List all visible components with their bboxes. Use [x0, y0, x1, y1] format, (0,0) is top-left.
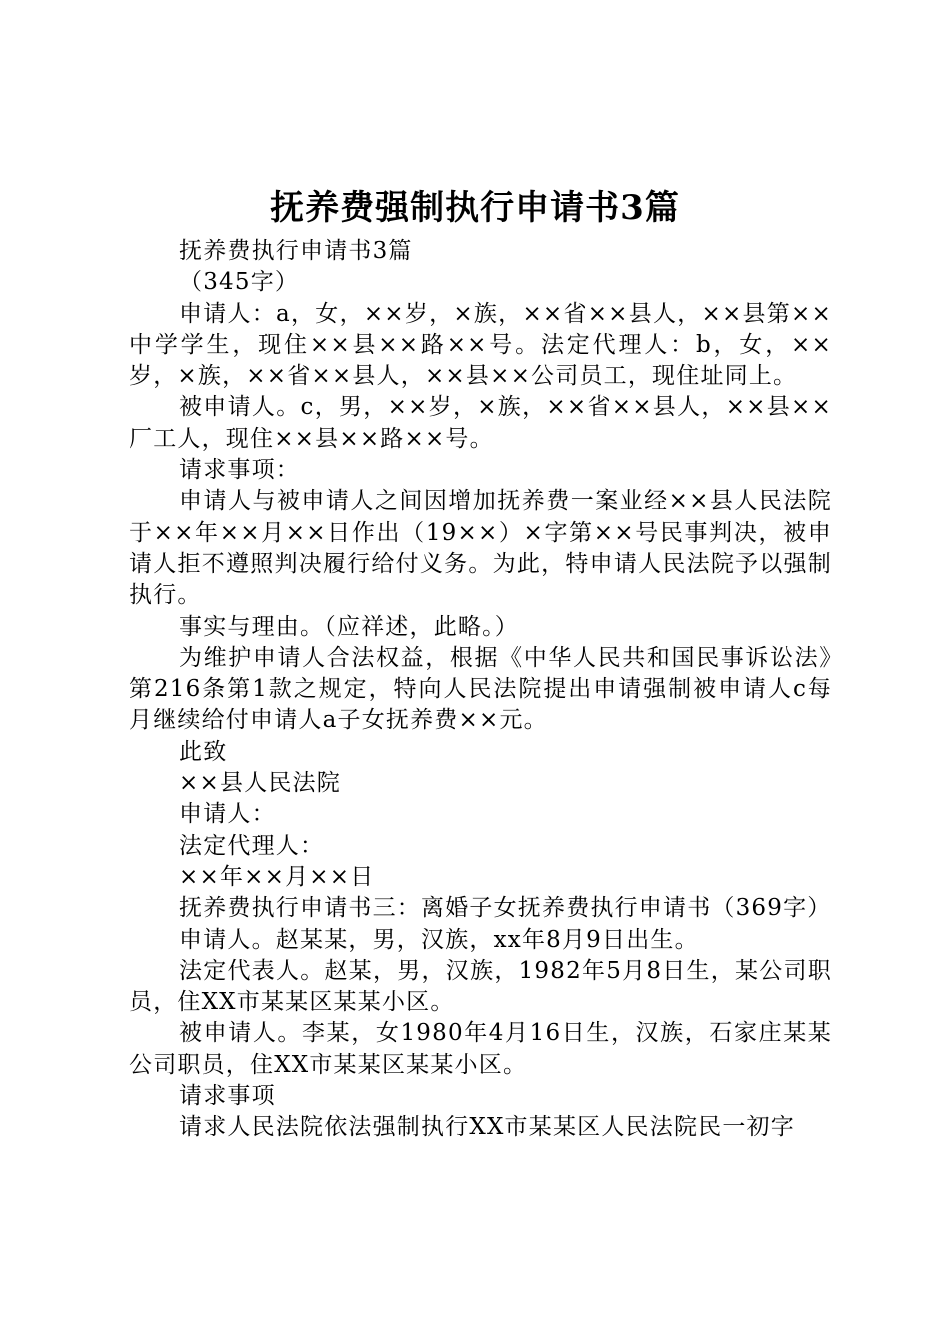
- paragraph-applicant-2: 申请人。赵某某，男，汉族，xx年8月9日出生。: [179, 926, 699, 953]
- paragraph-salutation: 此致: [179, 738, 228, 765]
- paragraph-date: ××年××月××日: [179, 863, 375, 890]
- paragraph-respondent-2: 被申请人。李某，女1980年4月16日生，汉族，石家庄某某公司职员，住XX市某某区某某小区。: [129, 1020, 832, 1078]
- paragraph-respondent: 被申请人。c，男，××岁，×族，××省××县人，××县××厂工人，现住××县××路××号。: [129, 394, 832, 452]
- paragraph-signature-applicant: 申请人：: [179, 801, 276, 828]
- document-title: 抚养费强制执行申请书3篇: [270, 188, 680, 228]
- paragraph-section-three-title: 抚养费执行申请书三：离婚子女抚养费执行申请书（369字）: [179, 895, 832, 922]
- paragraph-addressee: ××县人民法院: [179, 770, 341, 797]
- paragraph-request-heading-2: 请求事项: [179, 1083, 276, 1110]
- paragraph-legal-representative: 法定代表人。赵某，男，汉族，1982年5月8日生，某公司职员，住XX市某某区某某小区。: [129, 957, 832, 1016]
- paragraph-facts-heading: 事实与理由。（应祥述，此略。）: [179, 613, 519, 640]
- paragraph-signature-agent: 法定代理人：: [179, 832, 325, 859]
- document-body: [129, 236, 832, 1144]
- paragraph-request-heading: 请求事项：: [179, 457, 300, 484]
- paragraph-word-count: （345字）: [179, 269, 300, 296]
- paragraph-request-body-2: 请求人民法院依法强制执行XX市某某区人民法院民一初字: [179, 1114, 795, 1141]
- paragraph-applicant: 申请人：a，女，××岁，×族，××省××县人，××县第××中学学生，现住××县××路××号。法定代理人：b，女，××岁，×族，××省××县人，××县××公司员工，现住址同上。: [129, 300, 832, 390]
- paragraph-subtitle: 抚养费执行申请书3篇: [179, 238, 413, 264]
- paragraph-facts-body: 为维护申请人合法权益，根据《中华人民共和国民事诉讼法》第216条第1款之规定，特向人民法院提出申请强制被申请人c每月继续给付申请人a子女抚养费××元。: [129, 644, 832, 734]
- paragraph-request-body: 申请人与被申请人之间因增加抚养费一案业经××县人民法院于××年××月××日作出（19××）×字第××号民事判决，被申请人拒不遵照判决履行给付义务。为此，特申请人民法院予以强制执行。: [129, 488, 832, 609]
